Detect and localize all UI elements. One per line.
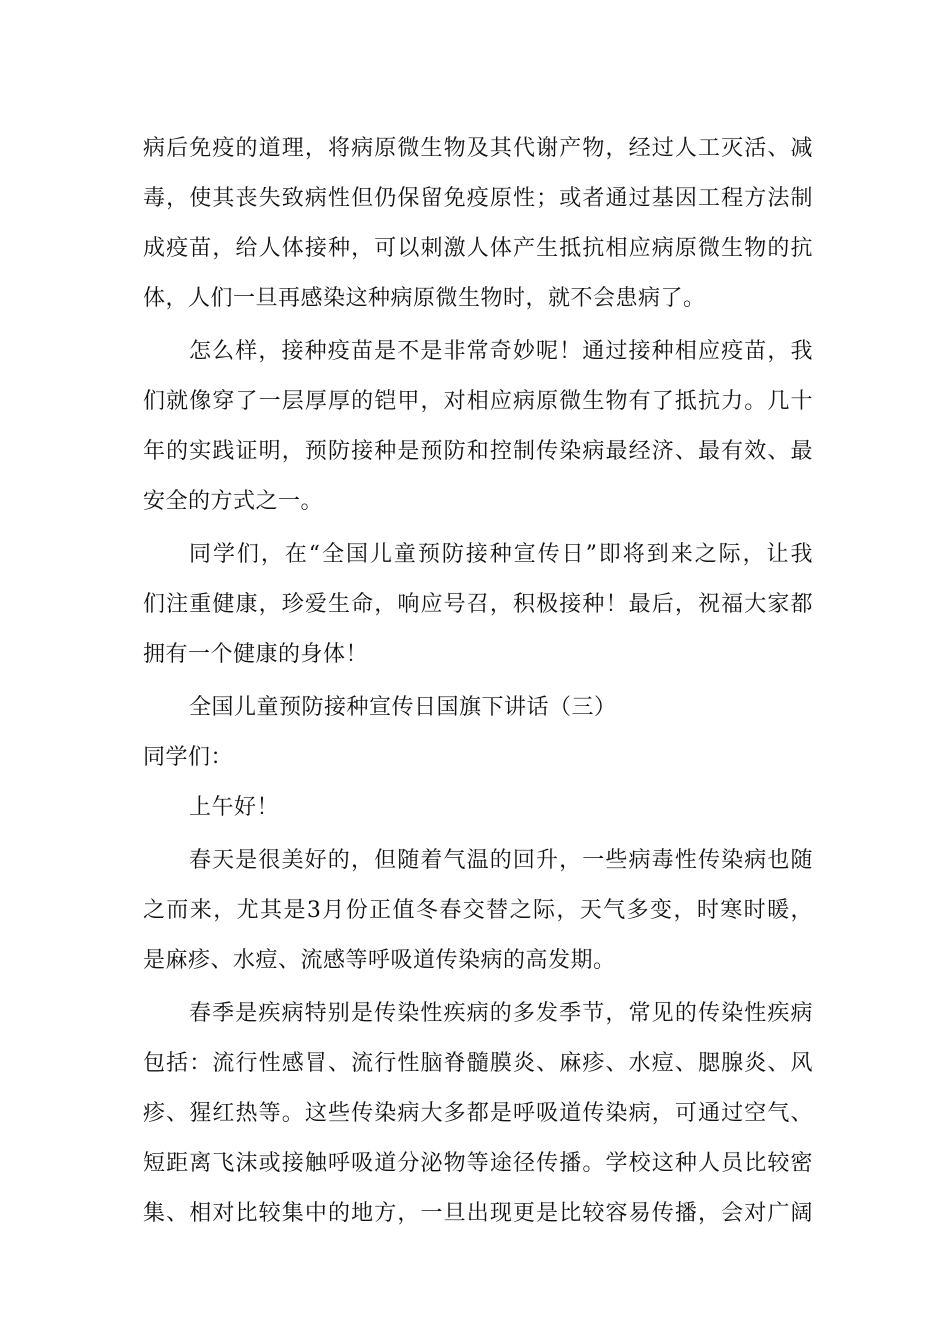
paragraph-line: 包括：流行性感冒、流行性脑脊髓膜炎、麻疹、水痘、腮腺炎、风 [143, 1051, 813, 1076]
document-body [143, 124, 813, 1242]
paragraph-1 [143, 124, 813, 324]
paragraph-line: 怎么样，接种疫苗是不是非常奇妙呢！通过接种相应疫苗，我 [189, 339, 813, 364]
paragraph-line: 拥有一个健康的身体！ [143, 642, 369, 667]
paragraph-line: 短距离飞沫或接触呼吸道分泌物等途径传播。学校这种人员比较密 [143, 1151, 813, 1176]
paragraph-line: 同学们，在“全国儿童预防接种宣传日”即将到来之际，让我 [189, 542, 813, 567]
paragraph-line: 是麻疹、水痘、流感等呼吸道传染病的高发期。 [143, 948, 616, 973]
paragraph-line: 春天是很美好的，但随着气温的回升，一些病毒性传染病也随 [189, 848, 813, 873]
paragraph-line: 安全的方式之一。 [143, 489, 324, 514]
paragraph-line: 集、相对比较集中的地方，一旦出现更是比较容易传播，会对广阔 [143, 1201, 813, 1226]
paragraph-5 [143, 989, 813, 1239]
section-title: 全国儿童预防接种宣传日国旗下讲话（三） [189, 695, 617, 720]
paragraph-line: 们注重健康，珍爱生命，响应号召，积极接种！最后，祝福大家都 [143, 592, 813, 617]
paragraph-line: 们就像穿了一层厚厚的铠甲，对相应病原微生物有了抵抗力。几十 [143, 389, 813, 414]
paragraph-line: 疹、猩红热等。这些传染病大多都是呼吸道传染病，可通过空气、 [143, 1101, 813, 1126]
paragraph-2 [143, 327, 813, 527]
paragraph-line: 毒，使其丧失致病性但仍保留免疫原性；或者通过基因工程方法制 [143, 186, 813, 211]
paragraph-line: 春季是疾病特别是传染性疾病的多发季节，常见的传染性疾病 [189, 1001, 813, 1026]
paragraph-line: 成疫苗，给人体接种，可以刺激人体产生抵抗相应病原微生物的抗 [143, 236, 813, 261]
salutation: 同学们： [143, 745, 234, 770]
paragraph-line: 体，人们一旦再感染这种病原微生物时，就不会患病了。 [143, 286, 706, 311]
greeting: 上午好！ [189, 795, 280, 820]
paragraph-4 [143, 836, 813, 986]
paragraph-3 [143, 530, 813, 680]
paragraph-line: 病后免疫的道理，将病原微生物及其代谢产物，经过人工灭活、减 [143, 136, 813, 161]
paragraph-line: 之而来，尤其是3月份正值冬春交替之际，天气多变，时寒时暖， [143, 898, 813, 923]
paragraph-line: 年的实践证明，预防接种是预防和控制传染病最经济、最有效、最 [143, 439, 813, 464]
